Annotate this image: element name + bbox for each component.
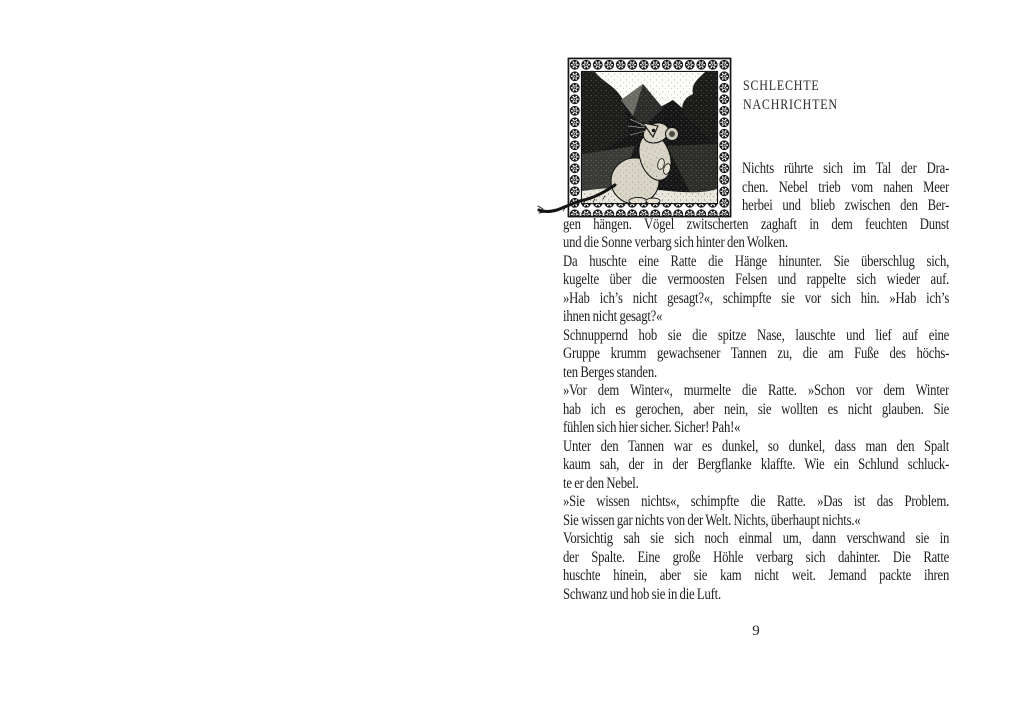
text-line-17: kaum sah, der in der Bergflanke klaffte. Wie ein Schlund schluck- [563,456,950,473]
text-line-10: Schnuppernd hob sie die spitze Nase, lauschte und lief auf eine [563,326,950,344]
text-line-6: Da huschte eine Ratte die Hänge hinunter. Sie überschlug sich, [563,252,950,270]
text-line-23: huschte hinein, aber sie kam nicht weit. Jemand packte ihren [563,567,950,584]
text-line-24: Schwanz und hob sie in die Luft. [563,585,721,603]
text-line-20: Sie wissen gar nichts von der Welt. Nichts, überhaupt nichts.« [563,511,861,529]
text-line-2: chen. Nebel trieb vom nahen Meer [742,178,950,196]
chapter-title-line-2: NACHRICHTEN [743,96,838,113]
page-number: 9 [752,623,760,639]
text-line-7: kugelte über die vermoosten Felsen und rappelte sich wieder auf. [563,271,950,288]
text-line-22: der Spalte. Eine große Höhle verbarg sich dahinter. Die Ratte [563,548,950,566]
body-text-block [563,160,949,604]
text-line-19: »Sie wissen nichts«, schimpfte die Ratte. »Das ist das Problem. [563,493,950,510]
text-line-4: gen hängen. Vögel zwitscherten zaghaft in dem feuchten Dunst [563,215,950,233]
chapter-title [743,77,838,114]
text-line-13: »Vor dem Winter«, murmelte die Ratte. »Schon vor dem Winter [563,382,950,399]
text-line-1: Nichts rührte sich im Tal der Dra- [742,160,950,177]
text-line-12: ten Berges standen. [563,363,657,381]
text-line-9: ihnen nicht gesagt?« [563,308,663,325]
text-line-8: »Hab ich’s nicht gesagt?«, schimpfte sie vor sich hin. »Hab ich’s [563,289,950,307]
text-line-5: und die Sonne verbarg sich hinter den Wolken. [563,234,788,251]
text-line-14: hab ich es gerochen, aber nein, sie wollten es nicht glauben. Sie [563,400,950,418]
chapter-title-line-1: SCHLECHTE [743,78,820,94]
text-line-16: Unter den Tannen war es dunkel, so dunkel, dass man den Spalt [563,437,950,455]
text-line-11: Gruppe krumm gewachsener Tannen zu, die am Fuße des höchs- [563,345,950,362]
text-line-3: herbei und blieb zwischen den Ber- [742,197,950,214]
text-line-18: te er den Nebel. [563,474,639,492]
text-line-15: fühlen sich hier sicher. Sicher! Pah!« [563,419,741,436]
text-line-21: Vorsichtig sah sie sich noch einmal um, dann verschwand sie in [563,530,950,547]
